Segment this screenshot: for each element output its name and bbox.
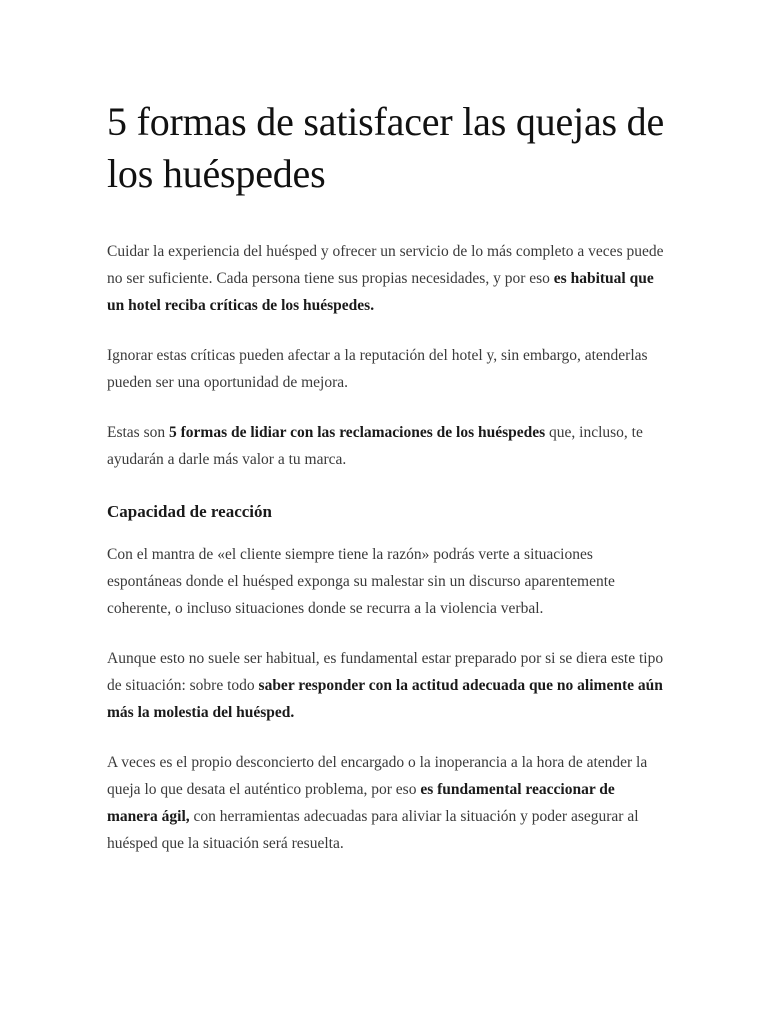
intro-paragraph-3-text-after: que, incluso, te ayudarán a darle más valor a tu marca. bbox=[107, 424, 643, 468]
section-paragraph-1: Con el mantra de «el cliente siempre tiene la razón» podrás verte a situaciones espontáneas donde el huésped exponga su malestar sin un discurso aparentemente coherente, o incluso situaciones donde se recurra a la violencia verbal. bbox=[107, 546, 615, 617]
section-paragraph-3-text-after: con herramientas adecuadas para aliviar la situación y poder asegurar al huésped que la situación será resuelta. bbox=[107, 808, 639, 852]
intro-paragraph-2: Ignorar estas críticas pueden afectar a la reputación del hotel y, sin embargo, atenderlas pueden ser una oportunidad de mejora. bbox=[107, 347, 648, 391]
intro-paragraph-1-text: Cuidar la experiencia del huésped y ofrecer un servicio de lo más completo a veces puede no ser suficiente. Cada persona tiene sus propias necesidades, y por eso bbox=[107, 243, 664, 287]
article bbox=[107, 96, 667, 880]
section-capacidad-de-reaccion bbox=[107, 500, 667, 857]
intro-paragraph-3-emphasis: 5 formas de lidiar con las reclamaciones de los huéspedes bbox=[169, 424, 546, 441]
section-paragraph-3-emphasis: es fundamental reaccionar de manera ágil, bbox=[107, 781, 615, 825]
article-intro bbox=[107, 238, 667, 473]
intro-paragraph-1 bbox=[107, 238, 667, 319]
section-paragraph-2-text: Aunque esto no suele ser habitual, es fundamental estar preparado por si se diera este tipo de situación: sobre todo bbox=[107, 650, 664, 694]
section-heading: Capacidad de reacción bbox=[107, 502, 272, 521]
section-paragraph-2 bbox=[107, 645, 667, 726]
intro-paragraph-3-text-before: Estas son bbox=[107, 424, 169, 441]
article-title: 5 formas de satisfacer las quejas de los huéspedes bbox=[107, 99, 665, 196]
section-paragraph-2-emphasis: saber responder con la actitud adecuada que no alimente aún más la molestia del huésped. bbox=[107, 677, 663, 721]
section-paragraph-3-text-before: A veces es el propio desconcierto del encargado o la inoperancia a la hora de atender la queja lo que desata el auténtico problema, por eso bbox=[107, 754, 648, 798]
intro-paragraph-1-emphasis: es habitual que un hotel reciba críticas de los huéspedes. bbox=[107, 270, 654, 314]
section-paragraph-3 bbox=[107, 749, 667, 857]
intro-paragraph-3 bbox=[107, 419, 667, 473]
